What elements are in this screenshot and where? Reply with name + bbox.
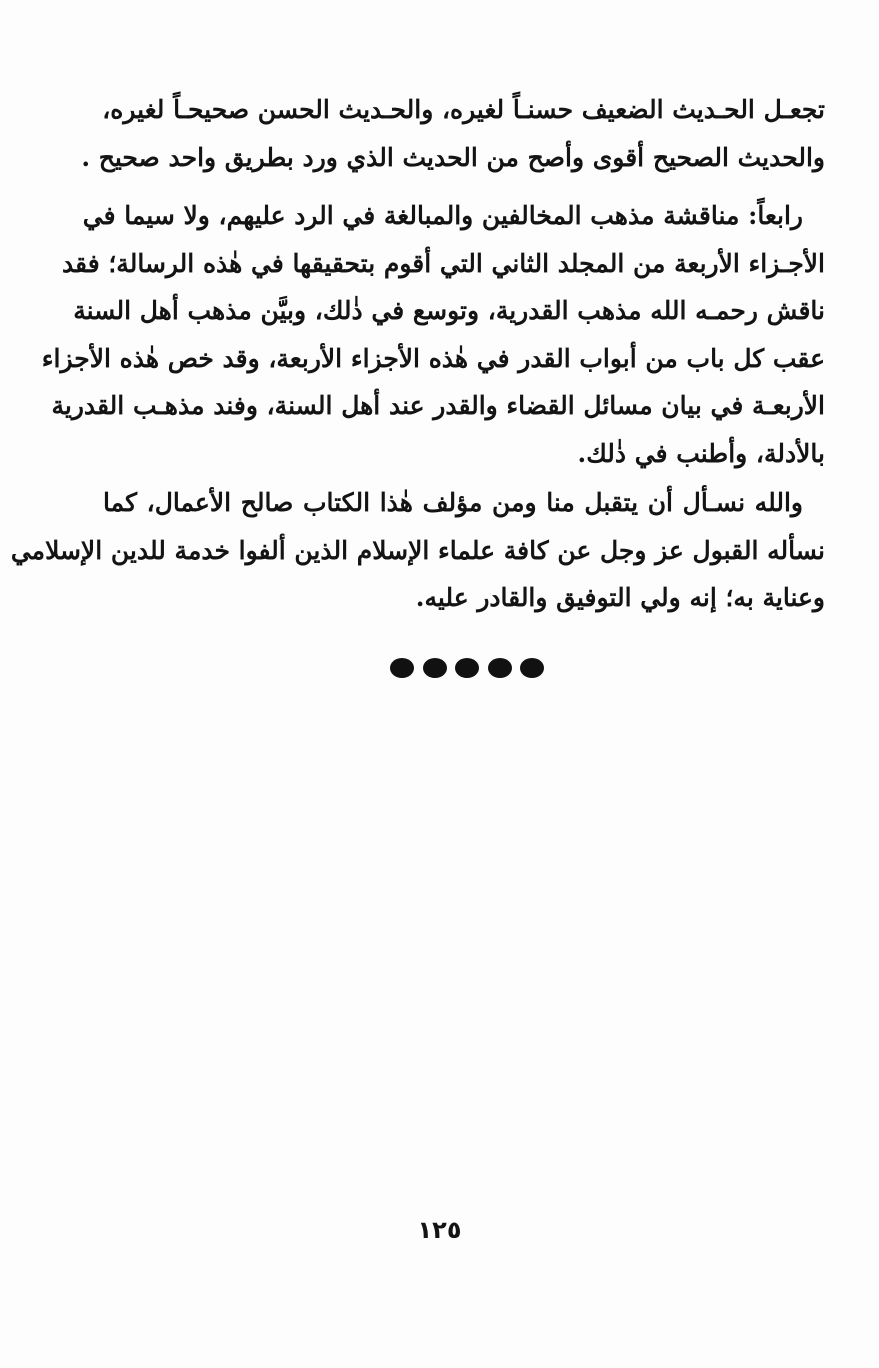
paragraph-line: بالأدلة، وأطنب في ذٰلك.	[577, 438, 825, 468]
paragraph-line: ناقش رحمـه الله مذهب القدرية، وتوسع في ذٰلك، وبيَّن مذهب أهل السنة	[73, 296, 825, 325]
paragraph-line: وعناية به؛ إنه ولي التوفيق والقادر عليه.	[415, 583, 825, 612]
paragraph-line: عقب كل باب من أبواب القدر في هٰذه الأجزاء الأربعة، وقد خص هٰذه الأجزاء	[41, 343, 825, 373]
paragraph-2	[41, 192, 825, 477]
separator-dot	[488, 658, 512, 678]
separator-dot	[390, 658, 414, 678]
paragraph-line: الأربعـة في بيان مسائل القضاء والقدر عند أهل السنة، وفند مذهـب القدرية	[51, 391, 825, 420]
paragraph-1	[81, 86, 825, 181]
paragraph-line: نسأله القبول عز وجل عن كافة علماء الإسلام الذين ألفوا خدمة للدين الإسلامي	[10, 535, 825, 565]
separator-dot	[455, 658, 479, 678]
paragraph-line: تجعـل الحـديث الضعيف حسنـاً لغيره، والحـديث الحسن صحيحـاً لغيره،	[102, 95, 825, 124]
paragraph-lead-word: رابعاً:	[748, 201, 803, 230]
page-number: ١٢٥	[417, 1216, 462, 1244]
section-separator-dots	[390, 656, 544, 680]
paragraph-line: والحديث الصحيح أقوى وأصح من الحديث الذي ورد بطريق واحد صحيح .	[81, 142, 825, 172]
separator-dot	[423, 658, 447, 678]
paragraph-line: الأجـزاء الأربعة من المجلد الثاني التي أقوم بتحقيقها في هٰذه الرسالة؛ فقد	[61, 248, 825, 278]
paragraph-line	[82, 192, 825, 240]
paragraph-3	[10, 479, 825, 622]
paragraph-line: والله نسـأل أن يتقبل منا ومن مؤلف هٰذا الكتاب صالح الأعمال، كما	[103, 488, 803, 517]
paragraph-line-text: مناقشة مذهب المخالفين والمبالغة في الرد عليهم، ولا سيما في	[82, 201, 749, 230]
separator-dot	[520, 658, 544, 678]
